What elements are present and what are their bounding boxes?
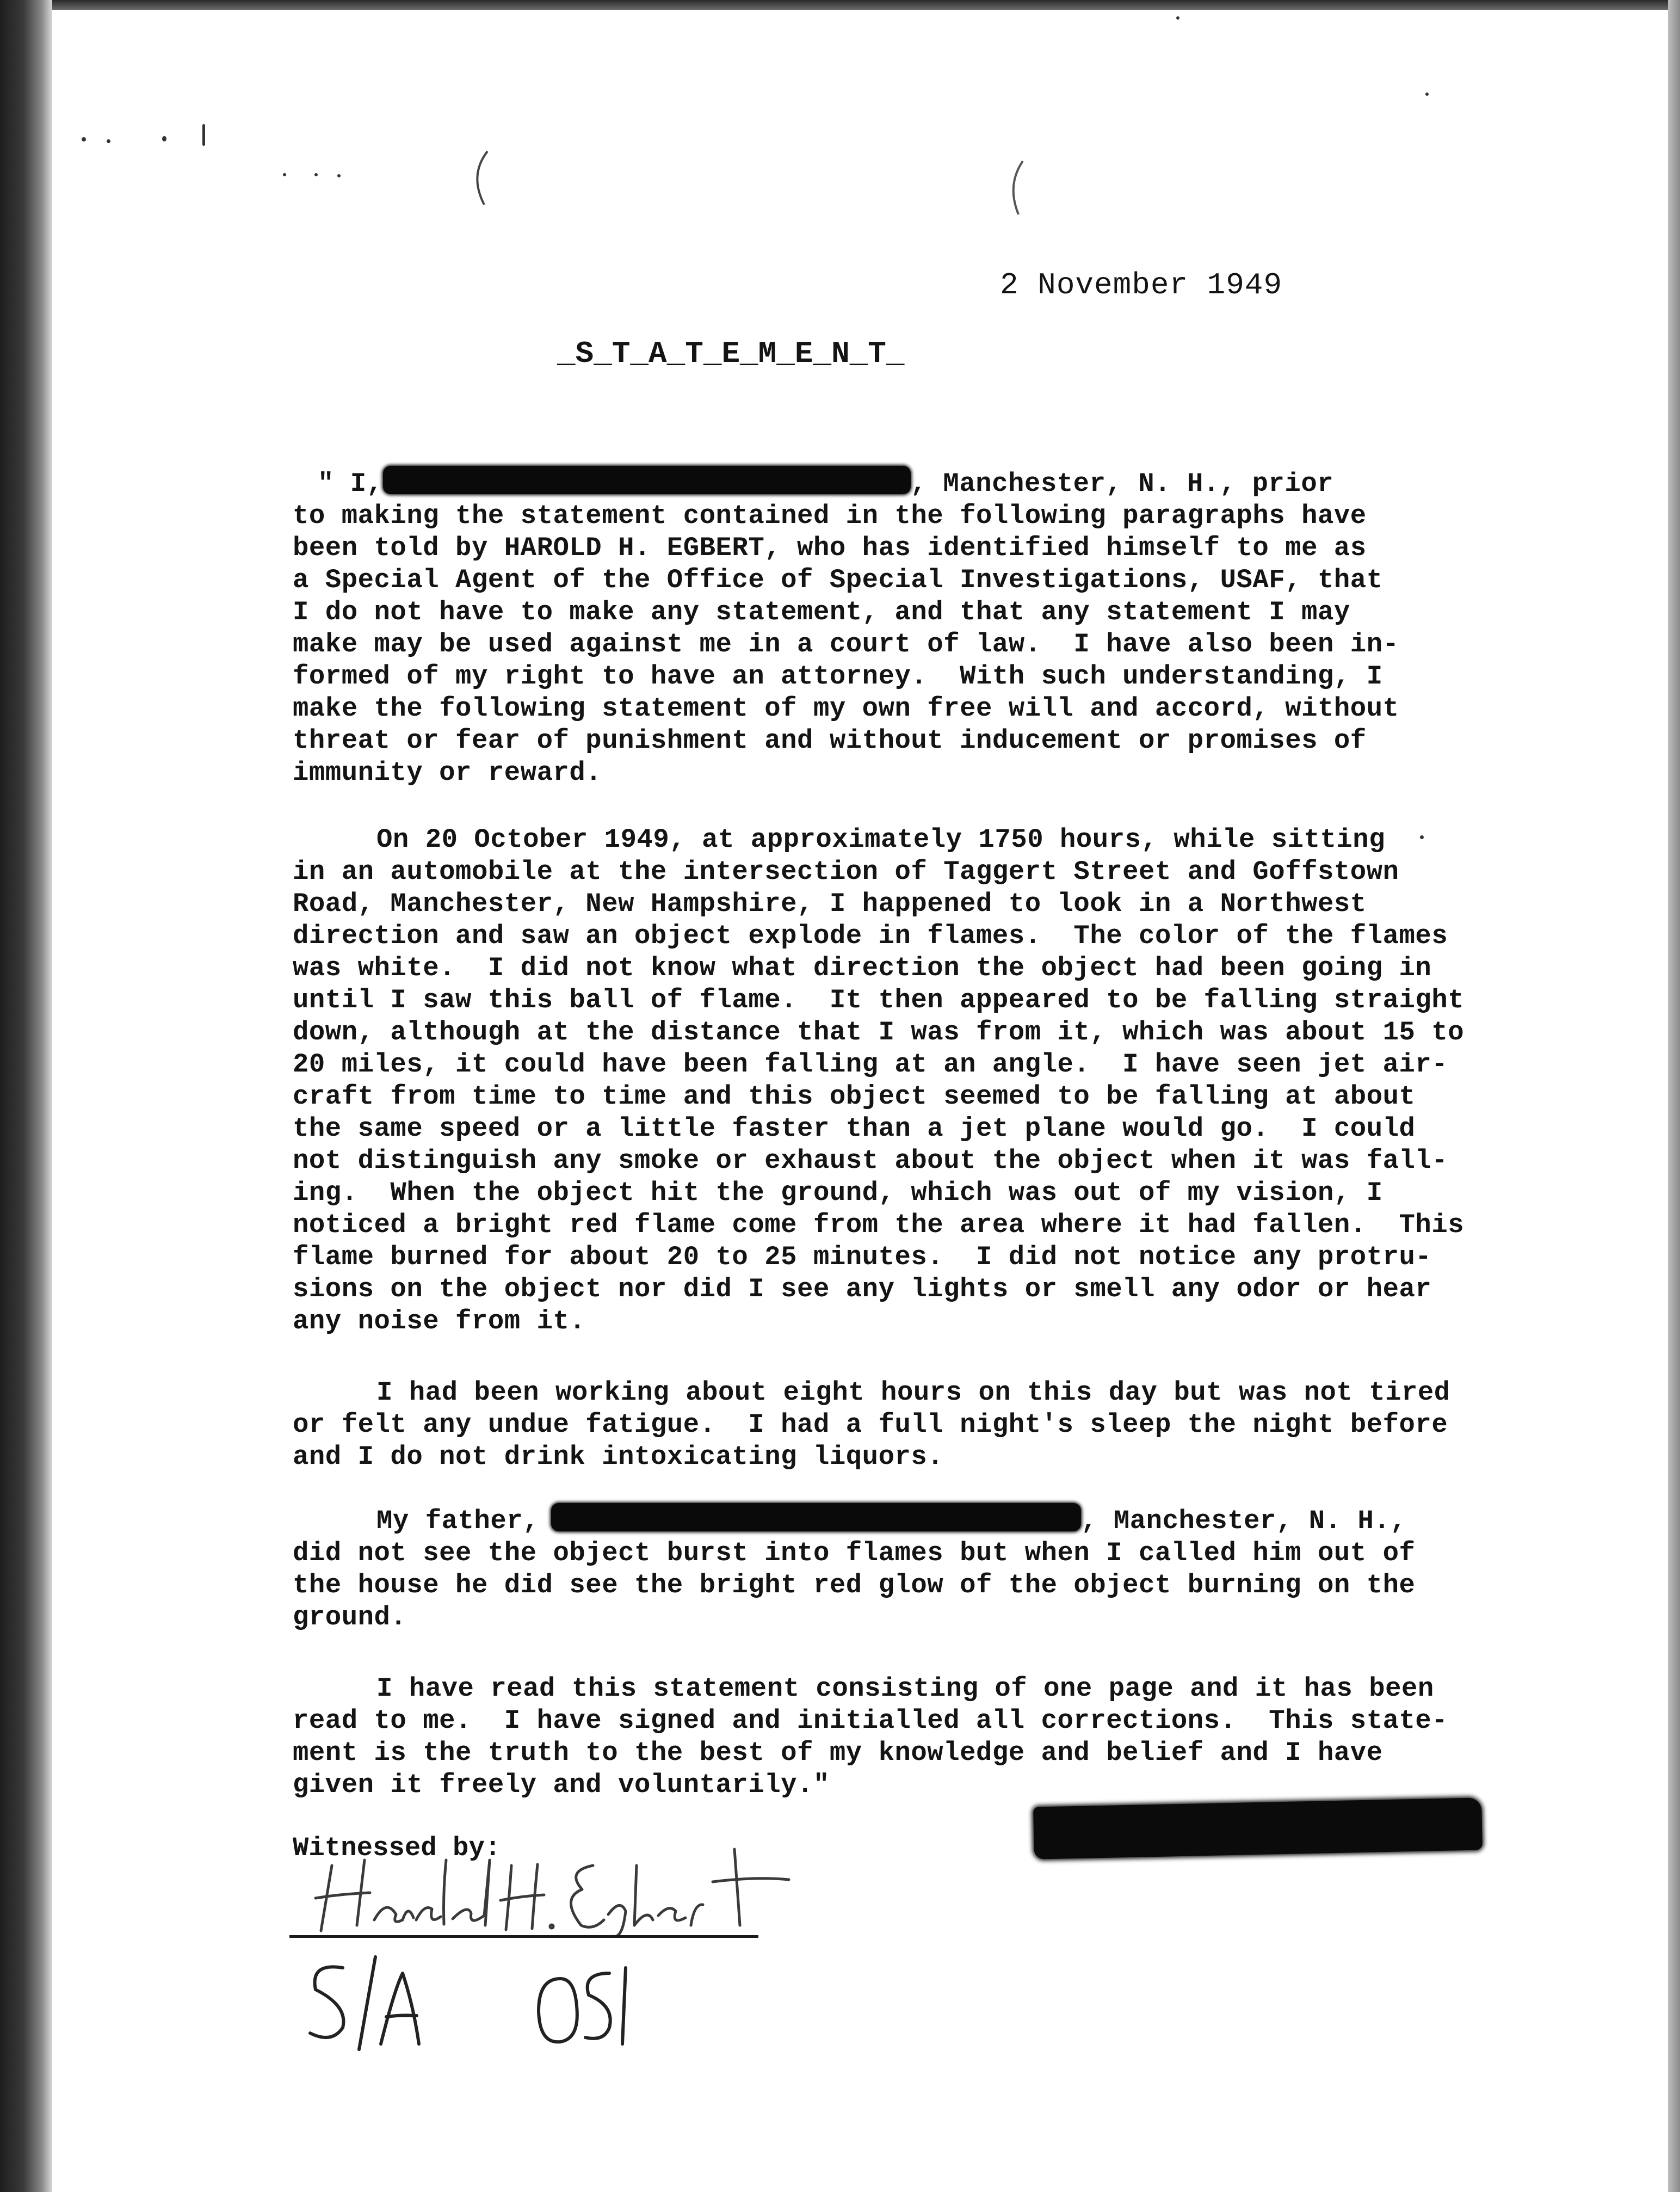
text-line: ground. bbox=[293, 1602, 407, 1633]
text-line: I have read this statement consisting of one page and it has been bbox=[376, 1673, 1434, 1704]
paragraph-4 bbox=[293, 1503, 1474, 1634]
scan-speck bbox=[202, 124, 205, 146]
text-line: immunity or reward. bbox=[293, 758, 602, 788]
text-line: been told by HAROLD H. EGBERT, who has identified himself to me as bbox=[293, 533, 1367, 563]
document-title: _S_T_A_T_E_M_E_N_T_ bbox=[557, 336, 905, 371]
text-line: flame burned for about 20 to 25 minutes. I did not notice any protru- bbox=[293, 1242, 1432, 1272]
witness-signature-line bbox=[289, 1935, 758, 1938]
text-line: to making the statement contained in the following paragraphs have bbox=[293, 501, 1367, 531]
text-line: given it freely and voluntarily." bbox=[293, 1770, 830, 1800]
scan-speck bbox=[283, 173, 286, 176]
scan-speck bbox=[337, 174, 341, 177]
text-line: sions on the object nor did I see any lights or smell any odor or hear bbox=[293, 1274, 1432, 1304]
text-line: make the following statement of my own free will and accord, without bbox=[293, 693, 1399, 724]
text-line: the house he did see the bright red glow of the object burning on the bbox=[293, 1570, 1416, 1600]
scan-speck bbox=[1176, 16, 1179, 20]
scan-border-top bbox=[0, 0, 1680, 10]
scan-border-right bbox=[1668, 0, 1680, 2192]
text-line: until I saw this ball of flame. It then appeared to be falling straight bbox=[293, 985, 1465, 1015]
text-line: any noise from it. bbox=[293, 1306, 586, 1337]
scan-speck bbox=[162, 136, 166, 141]
text-line: ment is the truth to the best of my knowledge and belief and I have bbox=[293, 1738, 1383, 1768]
text-line: Road, Manchester, New Hampshire, I happened to look in a Northwest bbox=[293, 889, 1367, 919]
text-line: make may be used against me in a court of law. I have also been in- bbox=[293, 629, 1399, 660]
text-line: threat or fear of punishment and without inducement or promises of bbox=[293, 725, 1367, 756]
text-line: not distinguish any smoke or exhaust about the object when it was fall- bbox=[293, 1146, 1448, 1176]
text-line: I do not have to make any statement, and that any statement I may bbox=[293, 597, 1350, 627]
punch-mark-right bbox=[1001, 158, 1034, 218]
text-line: On 20 October 1949, at approximately 1750 hours, while sitting bbox=[376, 824, 1386, 855]
witness-signature bbox=[310, 1844, 800, 1942]
text-line: I had been working about eight hours on this day but was not tired bbox=[376, 1377, 1450, 1408]
redaction-signature bbox=[1033, 1797, 1483, 1859]
scan-speck bbox=[107, 139, 110, 143]
punch-mark-left bbox=[462, 148, 495, 208]
text-line: 20 miles, it could have been falling at an angle. I have seen jet air- bbox=[293, 1049, 1448, 1080]
text-line: My father, , Manchester, N. H., bbox=[293, 1503, 1474, 1537]
text-line: direction and saw an object explode in flames. The color of the flames bbox=[293, 921, 1448, 951]
text-line: a Special Agent of the Office of Special Investigations, USAF, that bbox=[293, 565, 1383, 595]
text-line: the same speed or a little faster than a jet plane would go. I could bbox=[293, 1113, 1416, 1144]
text-line: craft from time to time and this object seemed to be falling at about bbox=[293, 1081, 1416, 1112]
scan-speck bbox=[314, 173, 318, 176]
text-line: read to me. I have signed and initialled all corrections. This state- bbox=[293, 1705, 1448, 1736]
paragraph-5 bbox=[293, 1673, 1474, 1801]
redaction-name bbox=[551, 1503, 1081, 1531]
scan-speck bbox=[1425, 93, 1429, 96]
document-date: 2 November 1949 bbox=[1000, 268, 1283, 303]
scan-speck bbox=[82, 137, 86, 141]
scan-border-left bbox=[0, 0, 52, 2192]
text-line: and I do not drink intoxicating liquors. bbox=[293, 1442, 944, 1472]
text-line: did not see the object burst into flames but when I called him out of bbox=[293, 1538, 1416, 1568]
paragraph-3 bbox=[293, 1377, 1474, 1473]
witness-label: Witnessed by: bbox=[293, 1833, 501, 1863]
text-line: down, although at the distance that I was from it, which was about 15 to bbox=[293, 1017, 1465, 1048]
paragraph-2 bbox=[293, 824, 1474, 1338]
text-line: in an automobile at the intersection of Taggert Street and Goffstown bbox=[293, 857, 1399, 887]
redaction-name bbox=[383, 466, 911, 494]
witness-title-mark bbox=[305, 1946, 740, 2066]
text-line: " I, , Manchester, N. H., prior bbox=[293, 466, 1474, 500]
text-line: or felt any undue fatigue. I had a full night's sleep the night before bbox=[293, 1409, 1448, 1440]
text-line: noticed a bright red flame come from the area where it had fallen. This bbox=[293, 1210, 1465, 1240]
text-line: ing. When the object hit the ground, which was out of my vision, I bbox=[293, 1178, 1383, 1208]
paragraph-1 bbox=[293, 466, 1474, 789]
text-line: was white. I did not know what direction the object had been going in bbox=[293, 953, 1432, 983]
text-line: formed of my right to have an attorney. With such understanding, I bbox=[293, 661, 1383, 692]
